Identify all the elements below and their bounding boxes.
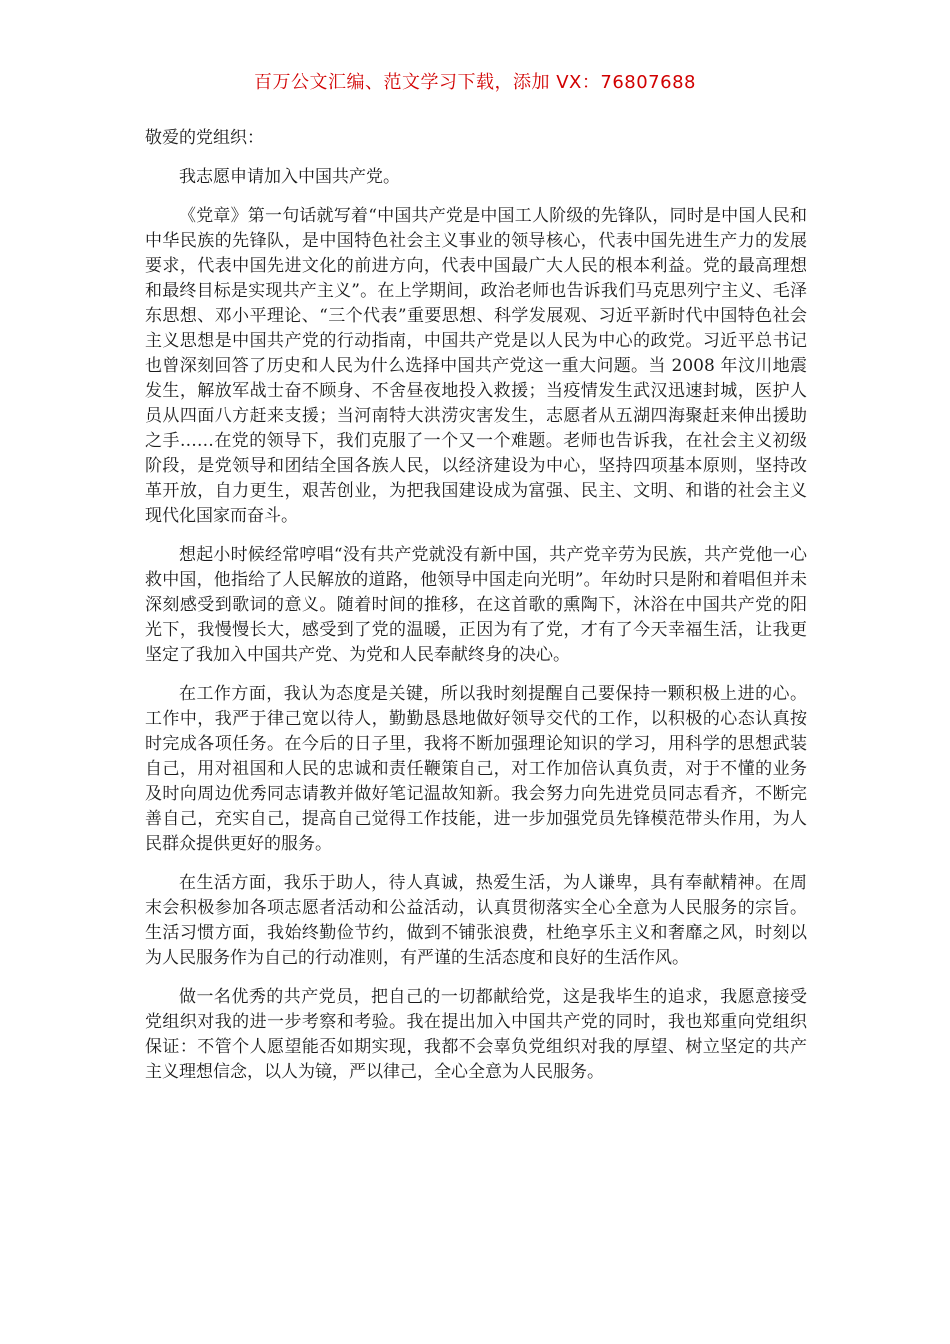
paragraph-work: 在工作方面，我认为态度是关键，所以我时刻提醒自己要保持一颗积极上进的心。工作中，我严于律己宽以待人，勤勤恳恳地做好领导交代的工作，以积极的心态认真按时完成各项任务。在今后的日子里，我将不断加强理论知识的学习，用科学的思想武装自己，用对祖国和人民的忠诚和责任鞭策自己，对工作加倍认真负责，对于不懂的业务及时向周边优秀同志请教并做好笔记温故知新。我会努力向先进党员同志看齐，不断完善自己，充实自己，提高自己觉得工作技能，进一步加强党员先锋模范带头作用，为人民群众提供更好的服务。 (145, 684, 807, 854)
paragraph-life: 在生活方面，我乐于助人，待人真诚，热爱生活，为人谦卑，具有奉献精神。在周末会积极参加各项志愿者活动和公益活动，认真贯彻落实全心全意为人民服务的宗旨。生活习惯方面，我始终勤俭节约，做到不铺张浪费，杜绝享乐主义和奢靡之风，时刻以为人民服务作为自己的行动准则，有严谨的生活态度和良好的生活作风。 (145, 873, 807, 968)
letter-body (145, 126, 807, 1099)
paragraph-party-constitution: 《党章》第一句话就写着“中国共产党是中国工人阶级的先锋队，同时是中国人民和中华民族的先锋队，是中国特色社会主义事业的领导核心，代表中国先进生产力的发展要求，代表中国先进文化的前进方向，代表中国最广大人民的根本利益。党的最高理想和最终目标是实现共产主义”。在上学期间，政治老师也告诉我们马克思列宁主义、毛泽东思想、邓小平理论、“三个代表”重要思想、科学发展观、习近平新时代中国特色社会主义思想是中国共产党的行动指南，中国共产党是以人民为中心的政党。习近平总书记也曾深刻回答了历史和人民为什么选择中国共产党这一重大问题。当 2008 年汶川地震发生，解放军战士奋不顾身、不舍昼夜地投入救援；当疫情发生武汉迅速封城，医护人员从四面八方赶来支援；当河南特大洪涝灾害发生，志愿者从五湖四海聚赶来伸出援助之手……在党的领导下，我们克服了一个又一个难题。老师也告诉我，在社会主义初级阶段，是党领导和团结全国各族人民，以经济建设为中心，坚持四项基本原则，坚持改革开放，自力更生，艰苦创业，为把我国建设成为富强、民主、文明、和谐的社会主义现代化国家而奋斗。 (145, 206, 807, 526)
paragraph-application: 我志愿申请加入中国共产党。 (179, 167, 400, 187)
header-banner: 百万公文汇编、范文学习下载，添加 VX：76807688 (254, 72, 696, 93)
salutation: 敬爱的党组织： (145, 128, 264, 148)
paragraph-childhood-song: 想起小时候经常哼唱“没有共产党就没有新中国，共产党辛劳为民族，共产党他一心救中国，他指给了人民解放的道路，他领导中国走向光明”。年幼时只是附和着唱但并未深刻感受到歌词的意义。随着时间的推移，在这首歌的熏陶下，沐浴在中国共产党的阳光下，我慢慢长大，感受到了党的温暖，正因为有了党，才有了今天幸福生活，让我更坚定了我加入中国共产党、为党和人民奉献终身的决心。 (145, 545, 807, 665)
paragraph-commitment: 做一名优秀的共产党员，把自己的一切都献给党，这是我毕生的追求，我愿意接受党组织对我的进一步考察和考验。我在提出加入中国共产党的同时，我也郑重向党组织保证：不管个人愿望能否如期实现，我都不会辜负党组织对我的厚望、树立坚定的共产主义理想信念，以人为镜，严以律己，全心全意为人民服务。 (145, 987, 807, 1082)
